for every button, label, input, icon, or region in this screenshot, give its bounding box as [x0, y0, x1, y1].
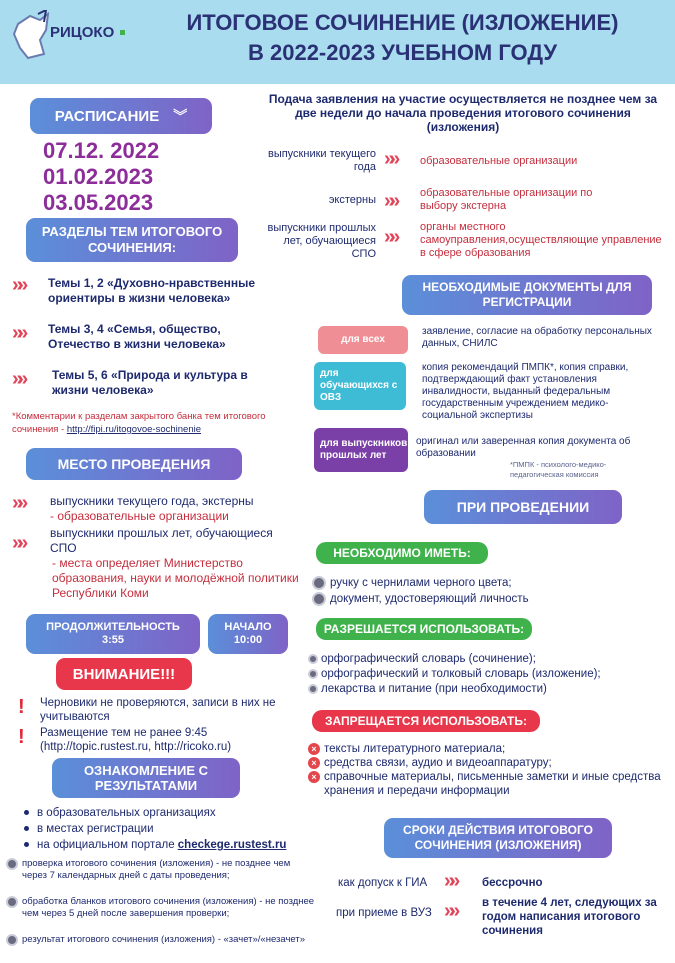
results-step-2: обработка бланков итогового сочинения (изложения) - не позднее чем через 5 дней после завершения проверки;: [6, 896, 316, 920]
bullet-icon: [312, 576, 326, 590]
schedule-date-3: 03.05.2023: [43, 190, 154, 215]
bullet-icon: [308, 684, 318, 694]
page-title: ИТОГОВОЕ СОЧИНЕНИЕ (ИЗЛОЖЕНИЕ) В 2022-2023 УЧЕБНОМ ГОДУ: [186, 10, 619, 65]
duration-box: ПРОДОЛЖИТЕЛЬНОСТЬ 3:55: [26, 614, 200, 654]
during-header: ПРИ ПРОВЕДЕНИИ: [424, 490, 622, 524]
chevron-right-icon: »»: [384, 190, 395, 212]
validity-header: СРОКИ ДЕЙСТВИЯ ИТОГОВОГО СОЧИНЕНИЯ (ИЗЛОЖЕНИЯ): [384, 818, 612, 858]
forbidden-x-icon: ×: [308, 743, 320, 755]
logo-dot: [120, 30, 125, 35]
results-step-1: проверка итогового сочинения (изложения) - не позднее чем через 7 календарных дней с даты проведения;: [6, 858, 316, 882]
forbidden-x-icon: ×: [308, 757, 320, 769]
application-who-3: выпускники прошлых лет, обучающиеся СПО: [267, 222, 376, 260]
doc-tag-ovz: для обучающихся с ОВЗ: [314, 362, 406, 410]
chevron-right-icon: »»: [12, 322, 23, 344]
topics-note: *Комментарии к разделам закрытого банка тем итогового сочинения - http://fipi.ru/itogovoe-sochinenie: [12, 411, 266, 435]
application-where-1: образовательные организации: [420, 155, 578, 167]
chevron-right-icon: »»: [12, 532, 23, 554]
attention-item-2: Размещение тем не ранее 9:45 (http://topic.rustest.ru, http://ricoko.ru): [40, 726, 310, 754]
results-item-1: в образовательных организациях: [24, 806, 216, 820]
venue-header: МЕСТО ПРОВЕДЕНИЯ: [26, 448, 242, 480]
chevron-right-icon: »»: [444, 870, 455, 892]
doc-tag-all: для всех: [318, 326, 408, 354]
attention-item-1: Черновики не проверяются, записи в них не учитываются: [40, 697, 276, 723]
exclamation-icon: !: [18, 726, 25, 748]
doc-text-past: оригинал или заверенная копия документа об образовании: [416, 436, 631, 459]
schedule-date-2: 01.02.2023: [43, 164, 154, 189]
allowed-item-1: орфографический словарь (сочинение);: [308, 652, 536, 666]
chevron-right-icon: »»: [12, 368, 23, 390]
application-who-1: выпускники текущего года: [267, 148, 376, 173]
results-header: ОЗНАКОМЛЕНИЕ С РЕЗУЛЬТАТАМИ: [52, 758, 240, 798]
fipi-link[interactable]: http://fipi.ru/itogovoe-sochinenie: [66, 424, 201, 435]
checkege-link[interactable]: checkege.rustest.ru: [177, 839, 287, 851]
schedule-header: РАСПИСАНИЕ ︾: [30, 98, 212, 134]
chevron-right-icon: »»: [12, 274, 23, 296]
forbidden-item-2: × средства связи, аудио и видеоаппаратуру;: [308, 756, 552, 770]
allowed-header: РАЗРЕШАЕТСЯ ИСПОЛЬЗОВАТЬ:: [316, 618, 532, 640]
allowed-item-3: лекарства и питание (при необходимости): [308, 682, 547, 696]
documents-header: НЕОБХОДИМЫЕ ДОКУМЕНТЫ ДЛЯ РЕГИСТРАЦИИ: [402, 275, 652, 315]
topic-item-3: Темы 5, 6 «Природа и культура в жизни человека»: [52, 368, 248, 397]
chevron-right-icon: »»: [384, 148, 395, 170]
attention-badge: ВНИМАНИЕ!!!: [56, 658, 192, 690]
results-item-3: на официальном портале checkege.rustest.ru: [24, 838, 286, 852]
attention-links[interactable]: (http://topic.rustest.ru, http://ricoko.ru): [40, 741, 232, 753]
application-where-2: образовательные организации по выбору экстерна: [420, 187, 593, 212]
forbidden-item-1: × тексты литературного материала;: [308, 742, 505, 756]
topic-item-2: Темы 3, 4 «Семья, общество, Отечество в жизни человека»: [48, 322, 226, 351]
results-item-2: в местах регистрации: [24, 822, 154, 836]
komi-map-logo-icon: [10, 10, 52, 62]
bullet-icon: [6, 934, 18, 946]
exclamation-icon: !: [18, 696, 25, 718]
validity-row2-label: при приеме в ВУЗ: [336, 907, 432, 919]
results-step-3: результат итогового сочинения (изложения) - «зачет»/«незачет»: [6, 934, 316, 946]
venue-row-1: выпускники текущего года, экстерны - образовательные организации: [50, 494, 254, 523]
doc-text-ovz: копия рекомендаций ПМПК*, копия справки, подтверждающий факт установления инвалидности, выданный федеральным государственным учреждением медико-социальной экспертизы: [422, 362, 629, 421]
bullet-icon: [308, 669, 318, 679]
start-time-box: НАЧАЛО 10:00: [208, 614, 288, 654]
chevron-down-icon: ︾: [173, 108, 188, 124]
validity-row1-label: как допуск к ГИА: [338, 877, 428, 889]
doc-text-all: заявление, согласие на обработку персональных данных, СНИЛС: [422, 326, 652, 349]
doc-footnote: *ПМПК - психолого-медико-педагогическая комиссия: [510, 460, 607, 479]
need-header: НЕОБХОДИМО ИМЕТЬ:: [316, 542, 488, 564]
chevron-right-icon: »»: [384, 226, 395, 248]
forbidden-x-icon: ×: [308, 771, 320, 783]
topics-header: РАЗДЕЛЫ ТЕМ ИТОГОВОГО СОЧИНЕНИЯ:: [26, 218, 238, 262]
bullet-icon: [6, 858, 18, 870]
validity-row2-value: в течение 4 лет, следующих за годом написания итогового сочинения: [482, 897, 657, 937]
bullet-icon: [308, 654, 318, 664]
schedule-date-1: 07.12. 2022: [43, 138, 160, 163]
need-item-1: ручку с чернилами черного цвета;: [312, 576, 512, 590]
application-intro: Подача заявления на участие осуществляется не позднее чем за две недели до начала проведения итогового сочинения (изложения): [268, 92, 658, 134]
venue-row-2: выпускники прошлых лет, обучающиеся СПО - места определяет Министерство образования, науки и молодёжной политики Республики Коми: [50, 526, 299, 600]
chevron-right-icon: »»: [12, 492, 23, 514]
application-where-3: органы местного самоуправления,осуществляющие управление в сфере образования: [420, 221, 662, 259]
bullet-icon: [6, 896, 18, 908]
application-who-2: экстерны: [328, 194, 376, 206]
allowed-item-2: орфографический и толковый словарь (изложение);: [308, 667, 601, 681]
forbidden-header: ЗАПРЕЩАЕТСЯ ИСПОЛЬЗОВАТЬ:: [312, 710, 540, 732]
validity-row1-value: бессрочно: [482, 877, 543, 889]
chevron-right-icon: »»: [444, 900, 455, 922]
bullet-icon: [312, 592, 326, 606]
logo-text: РИЦОКО: [50, 24, 115, 41]
doc-tag-past: для выпускников прошлых лет: [314, 428, 408, 472]
need-item-2: документ, удостоверяющий личность: [312, 592, 529, 606]
forbidden-item-3: × справочные материалы, письменные заметки и иные средства хранения и передачи информации: [308, 770, 663, 798]
topic-item-1: Темы 1, 2 «Духовно-нравственные ориентиры в жизни человека»: [48, 276, 256, 305]
